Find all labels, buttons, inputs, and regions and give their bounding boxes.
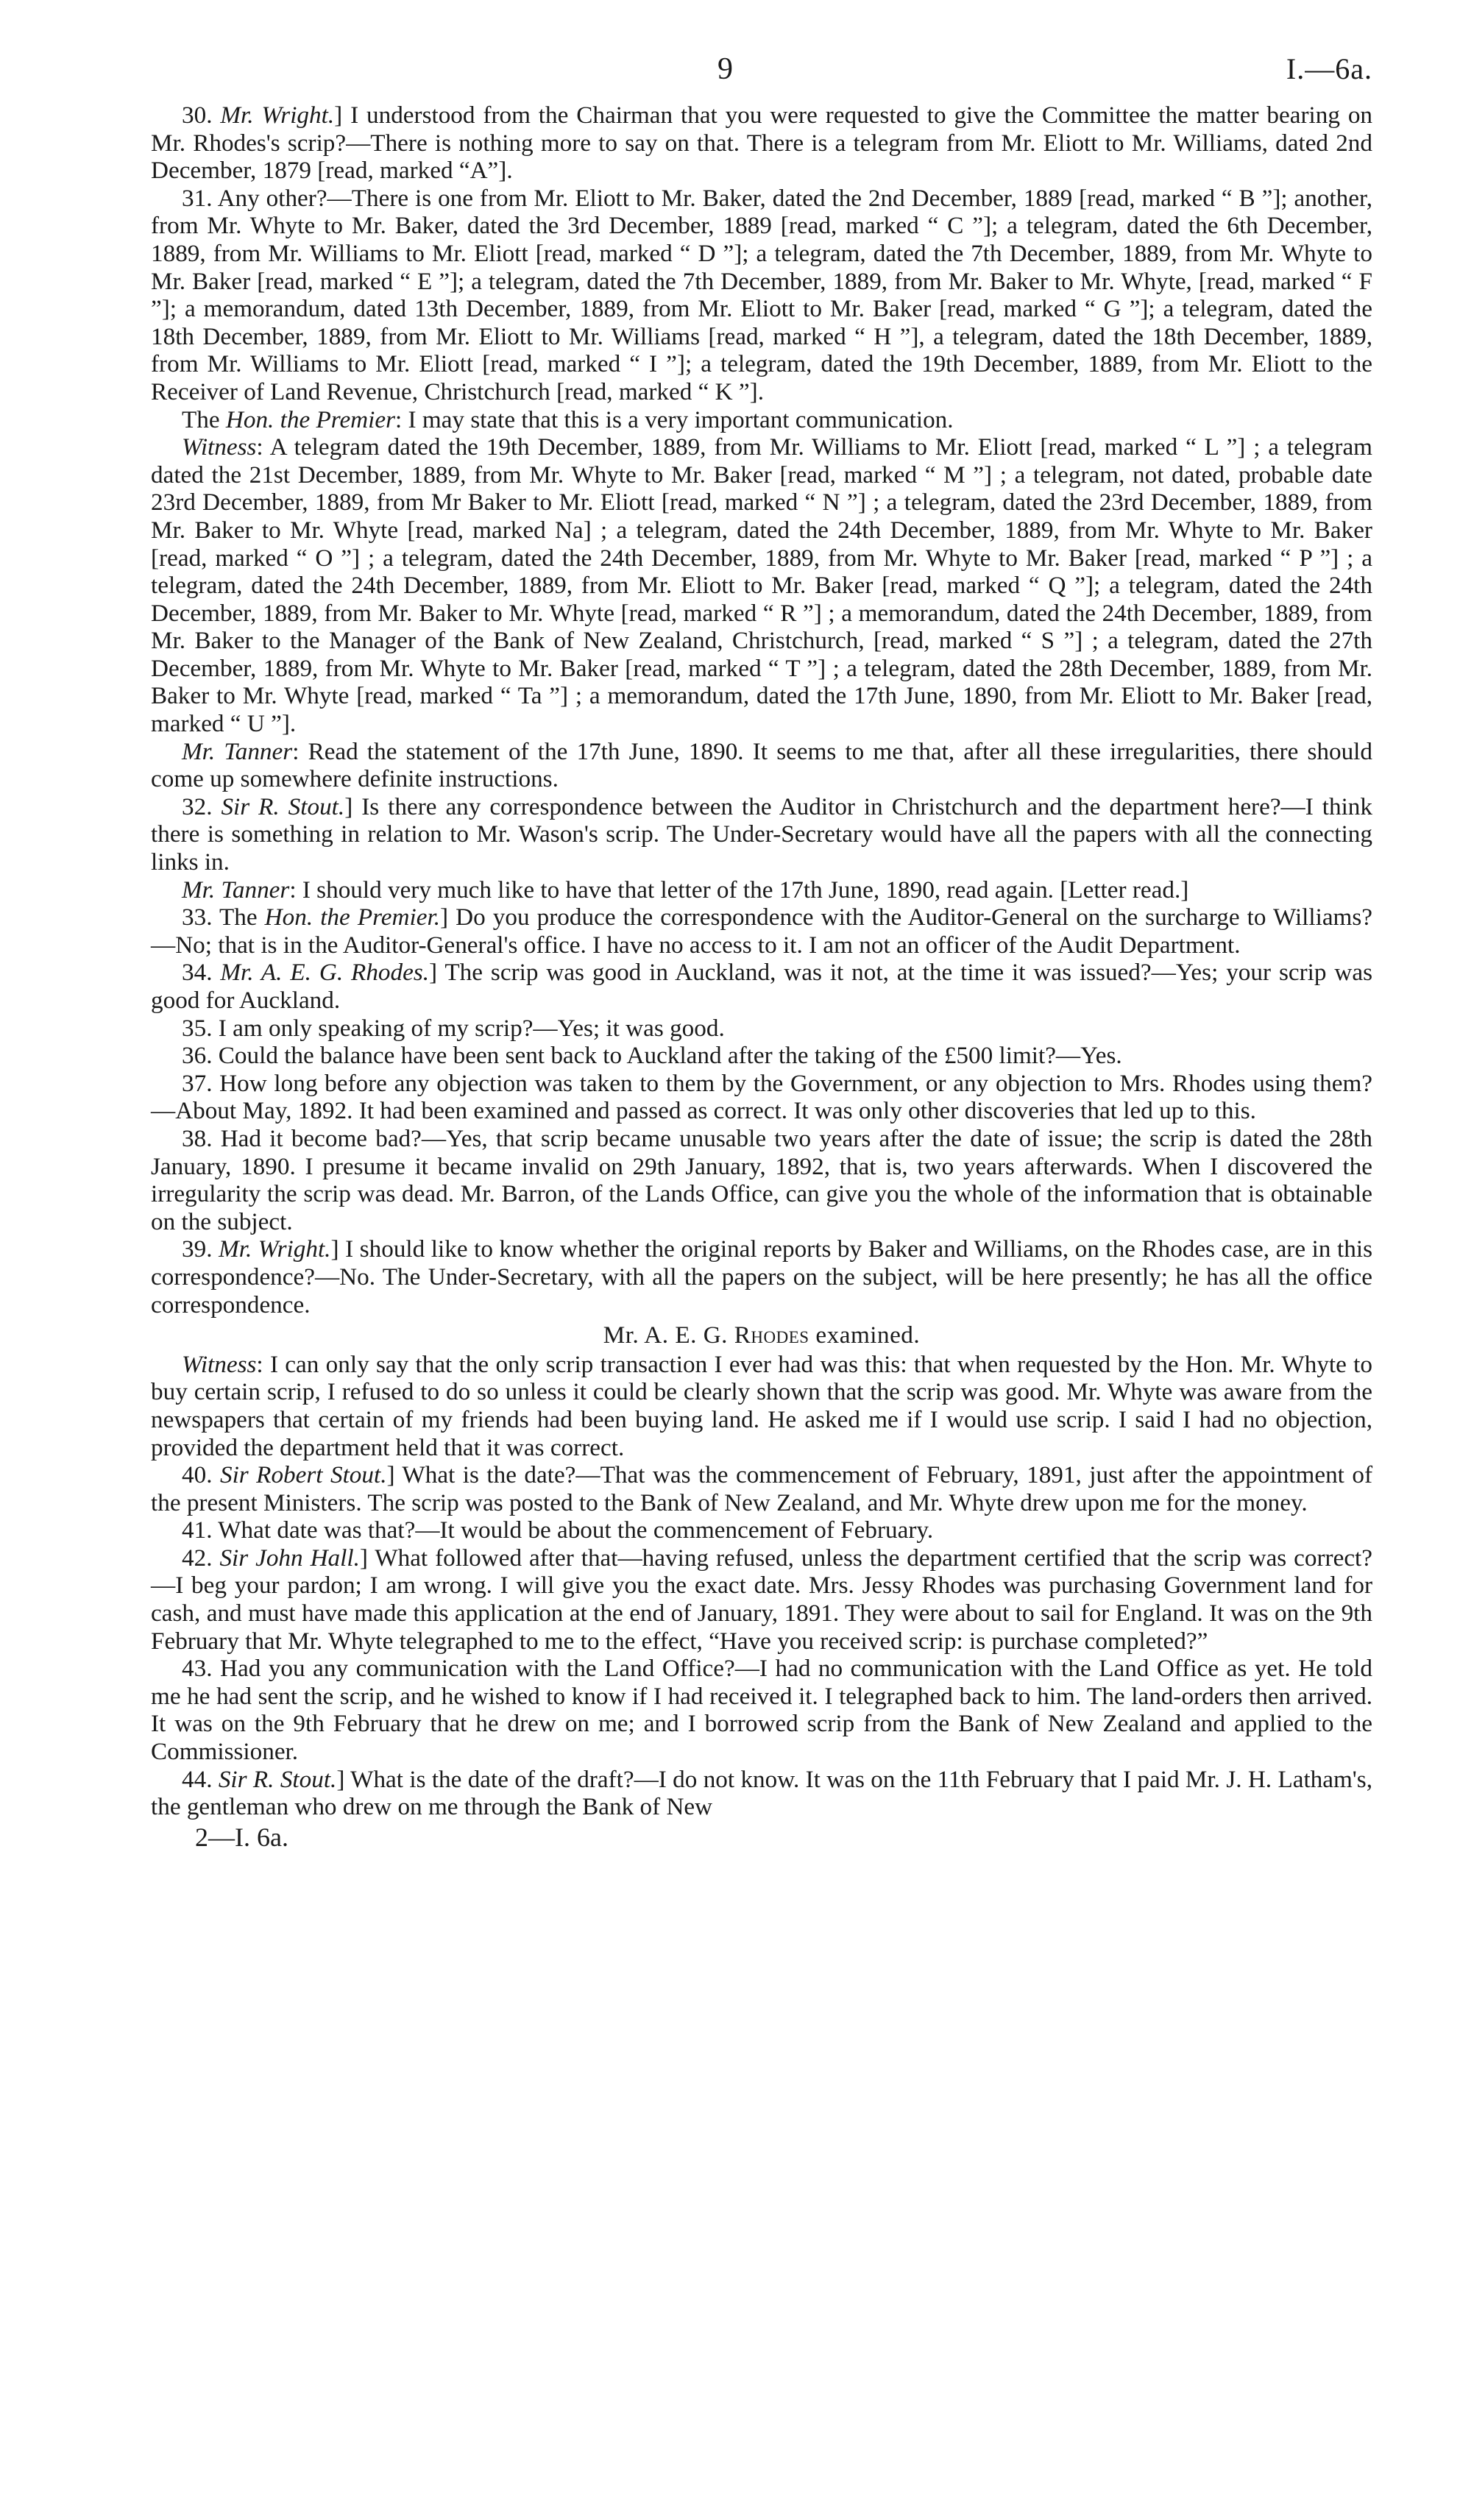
paper-reference: I.—6a. <box>1286 52 1372 85</box>
speaker-name: Witness <box>182 1350 257 1378</box>
signature-mark: 2—I. 6a. <box>195 1822 288 1852</box>
evidence-paragraphs-2 <box>151 1351 1372 1821</box>
paragraph-text: ] What followed after that—having refused, unless the department certified that the scrip was correct?—I beg your pardon; I am wrong. I will give you the exact date. Mrs. Jessy Rhodes was purchasing Government land for cash, and must have made this application at the end of January, 1891. They were about to sail for England. It was on the 9th February that Mr. Whyte telegraphed to me to the effect, “Have you received scrip: is purchase completed?” <box>151 1544 1373 1655</box>
paragraph-text: 31. Any other?—There is one from Mr. Eliott to Mr. Baker, dated the 2nd December, 1889 [read, marked “ B ”]; another, from Mr. Whyte to Mr. Baker, dated the 3rd December, 1889 [read, marked “ C ”]; a telegram, dated the 6th December, 1889, from Mr. Williams to Mr. Eliott [read, marked “ D ”]; a telegram, dated the 7th December, 1889, from Mr. Whyte to Mr. Baker [read, marked “ E ”]; a telegram, dated the 7th December, 1889, from Mr. Baker to Mr. Whyte, [read, marked “ F ”]; a memorandum, dated 13th December, 1889, from Mr. Eliott to Mr. Baker [read, marked “ G ”]; a telegram, dated the 18th December, 1889, from Mr. Eliott to Mr. Williams [read, marked “ H ”], a telegram, dated the 18th December, 1889, from Mr. Williams to Mr. Eliott [read, marked “ I ”]; a telegram, dated the 19th December, 1889, from Mr. Eliott to the Receiver of Land Revenue, Christchurch [read, marked “ K ”]. <box>151 184 1372 405</box>
paragraph-text: ] What is the date of the draft?—I do not know. It was on the 11th February that I paid Mr. J. H. Latham's, the gentleman who drew on me through the Bank of New <box>151 1765 1373 1821</box>
paragraph-text: ] What is the date?—That was the commencement of February, 1891, just after the appointment of the present Ministers. The scrip was posted to the Bank of New Zealand, and Mr. Whyte drew upon me for the money. <box>151 1461 1373 1516</box>
page-header <box>151 52 1372 102</box>
document-page <box>151 52 1372 1851</box>
paragraph-text: ] Do you produce the correspondence with the Auditor-General on the surcharge to Williams?—No; that is in the Auditor-General's office. I have no access to it. I am not an officer of the Audit Department. <box>151 904 1373 959</box>
paragraph-text: 35. I am only speaking of my scrip?—Yes; it was good. <box>182 1014 725 1042</box>
paragraph-text: : I may state that this is a very important communication. <box>395 405 954 433</box>
page-number: 9 <box>717 52 733 86</box>
paragraph-text: 36. Could the balance have been sent back to Auckland after the taking of the £500 limit?—Yes. <box>182 1042 1122 1070</box>
paragraph <box>151 1655 1372 1765</box>
paragraph-text: 38. Had it become bad?—Yes, that scrip became unusable two years after the date of issue; the scrip is dated the 28th January, 1890. I presume it became invalid on 29th January, 1892, that is, two years afterwards. When I discovered the irregularity the scrip was dead. Mr. Barron, of the Lands Office, can give you the whole of the information that is obtainable on the subject. <box>151 1124 1372 1235</box>
paragraph-lead: 30. <box>182 102 221 129</box>
paragraph <box>151 1070 1372 1125</box>
paragraph-lead: 33. The <box>182 904 265 931</box>
speaker-name: Hon. the Premier. <box>264 904 440 931</box>
paragraph <box>151 433 1372 738</box>
paragraph <box>151 185 1372 406</box>
paragraph-text: ] The scrip was good in Auckland, was it not, at the time it was issued?—Yes; your scrip was good for Auckland. <box>151 959 1373 1014</box>
paragraph-text: ] Is there any correspondence between the Auditor in Christchurch and the department here?—I think there is something in relation to Mr. Wason's scrip. The Under-Secretary would have all the papers with all the connecting links in. <box>151 792 1372 876</box>
speaker-name: Sir R. Stout. <box>218 1765 337 1793</box>
paragraph-lead: 42. <box>182 1544 220 1572</box>
paragraph <box>151 1015 1372 1043</box>
paragraph-lead: 40. <box>182 1461 220 1489</box>
paragraph <box>151 738 1372 793</box>
paragraph <box>151 1351 1372 1461</box>
speaker-name: Mr. A. E. G. Rhodes. <box>220 959 430 987</box>
paragraph-text: : I should very much like to have that letter of the 17th June, 1890, read again. [Letter read.] <box>289 876 1189 904</box>
paragraph <box>151 959 1372 1014</box>
evidence-paragraphs-1 <box>151 102 1372 1318</box>
speaker-name: Hon. the Premier <box>225 405 396 433</box>
speaker-name: Witness <box>182 433 257 461</box>
paragraph <box>151 1235 1372 1318</box>
speaker-name: Mr. Wright. <box>220 102 335 129</box>
paragraph-text: : I can only say that the only scrip transaction I ever had was this: that when requested by the Hon. Mr. Whyte to buy certain scrip, I refused to do so unless it could be clearly shown that the scrip was good. Mr. Whyte was aware from the newspapers that certain of my friends had been buying land. He asked me if I would use scrip. I said I had no objection, provided the department held that it was correct. <box>151 1350 1372 1461</box>
paragraph <box>151 102 1372 185</box>
paragraph <box>151 1516 1372 1544</box>
paragraph <box>151 904 1372 959</box>
speaker-name: Mr. Tanner <box>182 737 293 765</box>
speaker-name: Mr. Tanner <box>182 876 290 904</box>
paragraph <box>151 1042 1372 1070</box>
paragraph-text: : A telegram dated the 19th December, 1889, from Mr. Williams to Mr. Eliott [read, marked “ L ”] ; a telegram dated the 21st December, 1889, from Mr. Whyte to Mr. Baker [read, marked “ M ”] ; a telegram, not dated, probable date 23rd December, 1889, from Mr Baker to Mr. Eliott [read, marked “ N ”] ; a telegram, dated the 23rd December, 1889, from Mr. Baker to Mr. Whyte [read, marked Na] ; a telegram, dated the 24th December, 1889, from Mr. Whyte to Mr. Baker [read, marked “ O ”] ; a telegram, dated the 24th December, 1889, from Mr. Whyte to Mr. Baker [read, marked “ P ”] ; a telegram, dated the 24th December, 1889, from Mr. Eliott to Mr. Baker [read, marked “ Q ”]; a telegram, dated the 24th December, 1889, from Mr. Baker to Mr. Whyte [read, marked “ R ”] ; a memorandum, dated the 24th December, 1889, from Mr. Baker to the Manager of the Bank of New Zealand, Christchurch, [read, marked “ S ”] ; a telegram, dated the 27th December, 1889, from Mr. Whyte to Mr. Baker [read, marked “ T ”] ; a telegram, dated the 28th December, 1889, from Mr. Baker to Mr. Whyte [read, marked “ Ta ”] ; a memorandum, dated the 17th June, 1890, from Mr. Eliott to Mr. Baker [read, marked “ U ”]. <box>151 433 1372 738</box>
paragraph-lead: The <box>182 405 226 433</box>
speaker-name: Sir John Hall. <box>219 1544 360 1572</box>
paragraph-lead: 44. <box>182 1765 219 1793</box>
paragraph-lead: 34. <box>182 959 221 987</box>
paragraph <box>151 1125 1372 1235</box>
paragraph <box>151 793 1372 876</box>
paragraph-text: ] I should like to know whether the original reports by Baker and Williams, on the Rhodes case, are in this correspondence?—No. The Under-Secretary, with all the papers on the subject, will be here presently; he has all the office correspondence. <box>151 1235 1372 1318</box>
paragraph-text: ] I understood from the Chairman that you were requested to give the Committee the matter bearing on Mr. Rhodes's scrip?—There is nothing more to say on that. There is a telegram from Mr. Eliott to Mr. Williams, dated 2nd December, 1879 [read, marked “A”]. <box>151 102 1373 185</box>
paragraph-text: 37. How long before any objection was taken to them by the Government, or any objection to Mrs. Rhodes using them?—About May, 1892. It had been examined and passed as correct. It was only other discoveries that led up to this. <box>151 1069 1372 1125</box>
speaker-name: Mr. Wright. <box>219 1235 331 1263</box>
paragraph <box>151 1766 1372 1821</box>
paragraph-lead: 39. <box>182 1235 219 1263</box>
speaker-name: Sir R. Stout. <box>221 792 345 820</box>
paragraph <box>151 1461 1372 1516</box>
paragraph <box>151 406 1372 434</box>
paragraph-text: 41. What date was that?—It would be about the commencement of February. <box>182 1516 934 1544</box>
paragraph <box>151 876 1372 904</box>
paragraph <box>151 1544 1372 1655</box>
section-heading: Mr. A. E. G. Rhodes examined. <box>603 1321 921 1349</box>
paragraph-lead: 32. <box>182 792 222 820</box>
paragraph-text: : Read the statement of the 17th June, 1890. It seems to me that, after all these irregularities, there should come up somewhere definite instructions. <box>151 737 1372 793</box>
paragraph-text: 43. Had you any communication with the Land Office?—I had no communication with the Land Office as yet. He told me he had sent the scrip, and he wished to know if I had received it. I telegraphed back to him. The land-orders then arrived. It was on the 9th February that he drew on me; and I borrowed scrip from the Bank of New Zealand and applied to the Commissioner. <box>151 1655 1372 1766</box>
speaker-name: Sir Robert Stout. <box>219 1461 387 1489</box>
document-body <box>151 102 1372 1851</box>
